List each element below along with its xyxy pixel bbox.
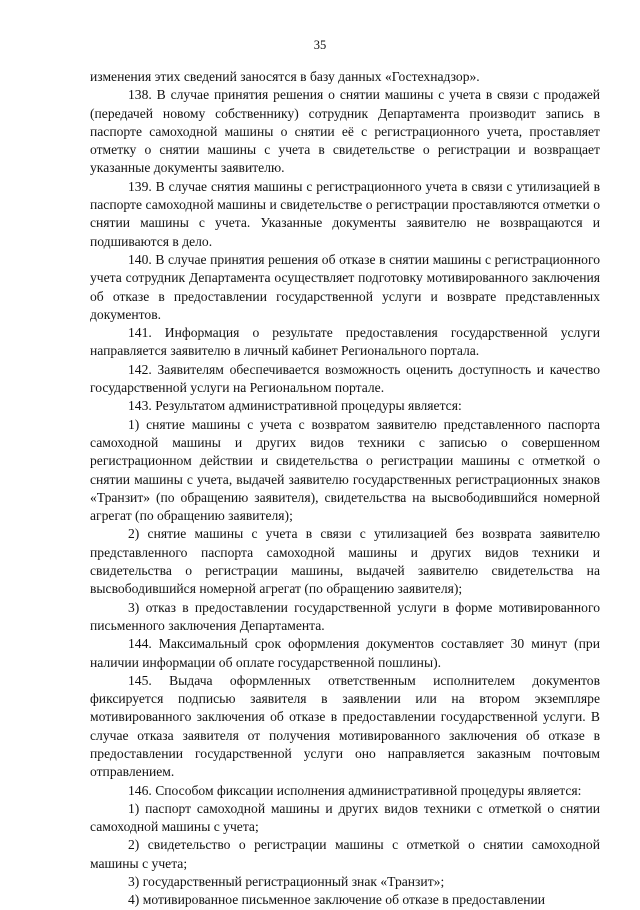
paragraph: 140. В случае принятия решения об отказе в снятии машины с регистрационного учета сотрудник Департамента осуществляет подготовку мотивированного заключения об отказе в предоставлении государственной услуги и возврате представленных документов.	[90, 251, 600, 322]
paragraph: 2) снятие машины с учета в связи с утилизацией без возврата заявителю представленного паспорта самоходной машины и других видов техники и свидетельства о регистрации машины, выдачей заявителю свидетельства на высвободившийся номерной агрегат (по обращению заявителя);	[90, 526, 600, 597]
paragraph: 141. Информация о результате предоставления государственной услуги направляется заявителю в личный кабинет Регионального портала.	[90, 325, 600, 359]
paragraph: 3) отказ в предоставлении государственной услуги в форме мотивированного письменного заключения Департамента.	[90, 599, 600, 633]
paragraph: 143. Результатом административной процедуры является:	[128, 398, 462, 414]
paragraph: 145. Выдача оформленных ответственным исполнителем документов фиксируется подписью заявителя в заявлении или на втором экземпляре мотивированного заключения об отказе в предоставлении государственной услуги. В случае отказа заявителя от получения мотивированного заключения об отказе в предоставлении государственной услуги оно направляется заказным почтовым отправлением.	[90, 672, 600, 780]
paragraph: 138. В случае принятия решения о снятии машины с учета в связи с продажей (передачей новому собственнику) сотрудник Департамента производит запись в паспорте самоходной машины о снятии её с регистрационного учета, проставляет отметку о снятии машины с учета в свидетельстве о регистрации и возвращает указанные документы заявителю.	[90, 87, 600, 176]
paragraph: 142. Заявителям обеспечивается возможность оценить доступность и качество государственной услуги на Региональном портале.	[90, 361, 600, 396]
paragraph: 1) снятие машины с учета с возвратом заявителю представленного паспорта самоходной машины и других видов техники с записью о совершенном регистрационном действии и свидетельства о регистрации машины с отметкой о снятии машины с учета, выдачей заявителю государственных регистрационных знаков «Транзит» (по обращению заявителя), свидетельства на высвободившийся номерной агрегат (по обращению заявителя);	[90, 416, 600, 524]
paragraph: 3) государственный регистрационный знак «Транзит»;	[128, 874, 445, 890]
page-number: 35	[313, 38, 327, 52]
paragraph: 139. В случае снятия машины с регистрационного учета в связи с утилизацией в паспорте самоходной машины и свидетельстве о регистрации проставляются отметки о снятии машины с учета. Указанные документы заявителю не возвращаются и подшиваются в дело.	[90, 178, 600, 249]
document-body	[90, 68, 600, 910]
paragraph: 2) свидетельство о регистрации машины с отметкой о снятии самоходной машины с учета;	[90, 837, 600, 871]
paragraph: 144. Максимальный срок оформления документов составляет 30 минут (при наличии информации об оплате государственной пошлины).	[90, 636, 600, 670]
paragraph: 146. Способом фиксации исполнения административной процедуры является:	[128, 782, 582, 798]
paragraph: 4) мотивированное письменное заключение об отказе в предоставлении	[128, 892, 546, 908]
paragraph: 1) паспорт самоходной машины и других видов техники с отметкой о снятии самоходной машины с учета;	[90, 800, 600, 835]
paragraph: изменения этих сведений заносятся в базу данных «Гостехнадзор».	[90, 69, 480, 84]
